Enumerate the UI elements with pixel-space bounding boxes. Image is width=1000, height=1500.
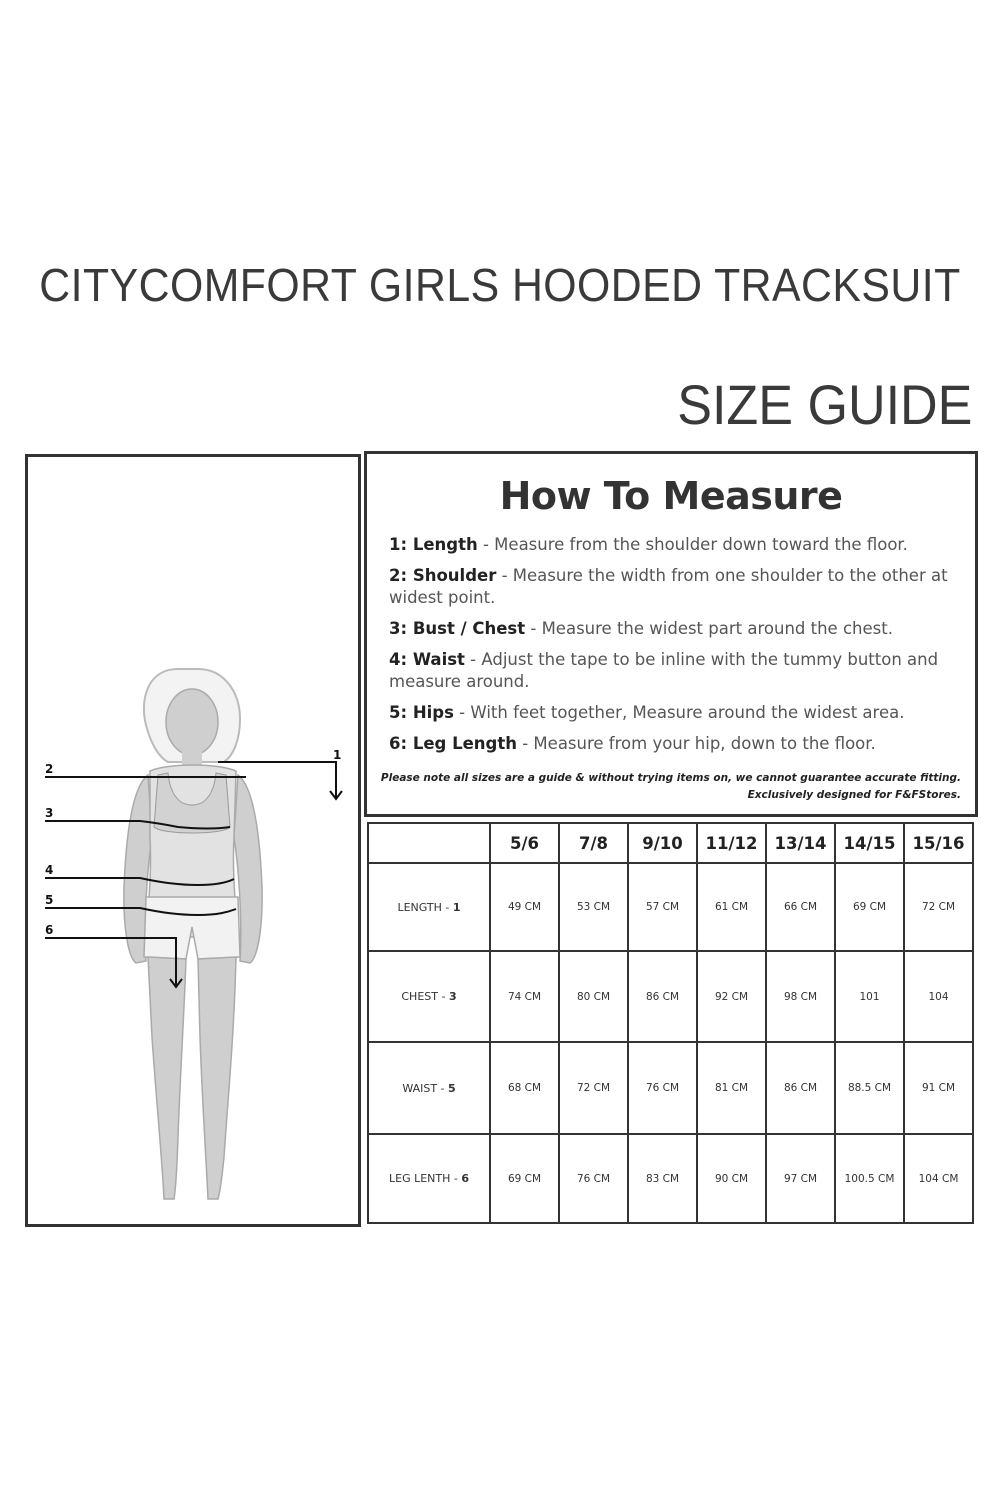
- disclaimer-line-2: Exclusively designed for F&FStores.: [747, 789, 961, 801]
- size-col-header: 5/6: [490, 823, 559, 863]
- measure-item-key: 4: Waist: [389, 650, 465, 669]
- size-cell: 74 CM: [490, 951, 559, 1042]
- measure-item-text: - Measure from the shoulder down toward the floor.: [477, 535, 908, 554]
- disclaimer-note: [381, 770, 961, 804]
- size-cell: 76 CM: [628, 1042, 697, 1135]
- measure-item: [389, 649, 949, 693]
- size-cell: 76 CM: [559, 1134, 628, 1223]
- label-2: 2: [45, 762, 54, 776]
- label-1: 1: [333, 748, 342, 762]
- row-header: CHEST - 3: [368, 951, 490, 1042]
- measure-item-text: - With feet together, Measure around the widest area.: [453, 703, 905, 722]
- size-col-header: 9/10: [628, 823, 697, 863]
- row-number: 1: [452, 900, 461, 914]
- measurement-figure-panel: [25, 454, 361, 1227]
- table-row: [368, 863, 973, 951]
- size-cell: 80 CM: [559, 951, 628, 1042]
- size-cell: 72 CM: [904, 863, 973, 951]
- label-6: 6: [45, 923, 54, 937]
- measure-item-key: 1: Length: [389, 535, 478, 554]
- size-col-header: 11/12: [697, 823, 766, 863]
- row-number: 6: [461, 1172, 470, 1186]
- size-cell: 104: [904, 951, 973, 1042]
- size-cell: 69 CM: [835, 863, 904, 951]
- measure-item: [389, 534, 949, 556]
- row-number: 3: [448, 990, 457, 1004]
- girl-silhouette-diagram: [28, 457, 358, 1224]
- size-cell: 104 CM: [904, 1134, 973, 1223]
- measure-item-text: - Measure the widest part around the chest.: [525, 619, 893, 638]
- row-header: WAIST - 5: [368, 1042, 490, 1135]
- measure-item-key: 5: Hips: [389, 703, 454, 722]
- size-col-header: 14/15: [835, 823, 904, 863]
- label-4: 4: [45, 863, 54, 877]
- row-label: LEG LENTH: [388, 1172, 451, 1186]
- row-header: LENGTH - 1: [368, 863, 490, 951]
- corner-cell: [368, 823, 490, 863]
- left-leg: [148, 957, 186, 1199]
- measure-item: [389, 565, 949, 609]
- measure-item-text: - Adjust the tape to be inline with the tummy button and measure around.: [389, 650, 939, 691]
- how-to-measure-panel: [364, 451, 978, 817]
- measure-instructions-list: [389, 534, 949, 764]
- size-cell: 83 CM: [628, 1134, 697, 1223]
- size-cell: 88.5 CM: [835, 1042, 904, 1135]
- row-number: 5: [448, 1081, 456, 1095]
- size-cell: 92 CM: [697, 951, 766, 1042]
- page-title: CITYCOMFORT GIRLS HOODED TRACKSUIT: [39, 259, 961, 311]
- shorts-shape: [144, 897, 240, 959]
- measure-item-key: 2: Shoulder: [389, 566, 497, 585]
- row-header: LEG LENTH - 6: [368, 1134, 490, 1223]
- row-label: CHEST: [401, 990, 438, 1004]
- size-col-header: 7/8: [559, 823, 628, 863]
- size-cell: 69 CM: [490, 1134, 559, 1223]
- size-cell: 68 CM: [490, 1042, 559, 1135]
- size-chart-table: [367, 822, 974, 1224]
- size-cell: 98 CM: [766, 951, 835, 1042]
- size-cell: 66 CM: [766, 863, 835, 951]
- label-3: 3: [45, 806, 54, 820]
- row-label: LENGTH: [397, 900, 442, 914]
- size-cell: 86 CM: [766, 1042, 835, 1135]
- disclaimer-line-1: Please note all sizes are a guide & without trying items on, we cannot guarantee accurate fitting.: [380, 772, 961, 784]
- size-cell: 97 CM: [766, 1134, 835, 1223]
- size-cell: 53 CM: [559, 863, 628, 951]
- measure-item-text: - Measure from your hip, down to the floor.: [516, 734, 876, 753]
- size-cell: 86 CM: [628, 951, 697, 1042]
- table-row: [368, 1134, 973, 1223]
- label-5: 5: [45, 893, 54, 907]
- size-cell: 72 CM: [559, 1042, 628, 1135]
- measure-item-key: 6: Leg Length: [389, 734, 517, 753]
- page-subtitle: SIZE GUIDE: [676, 373, 972, 436]
- measure-item-key: 3: Bust / Chest: [389, 619, 526, 638]
- size-cell: 90 CM: [697, 1134, 766, 1223]
- size-cell: 81 CM: [697, 1042, 766, 1135]
- size-col-header: 15/16: [904, 823, 973, 863]
- head-shape: [166, 689, 218, 755]
- table-row: [368, 1042, 973, 1135]
- measure-item: [389, 618, 949, 640]
- size-cell: 100.5 CM: [835, 1134, 904, 1223]
- how-to-measure-title: How To Measure: [499, 474, 843, 518]
- size-cell: 101: [835, 951, 904, 1042]
- right-leg: [198, 957, 236, 1199]
- table-row: [368, 951, 973, 1042]
- size-header-row: [368, 823, 973, 863]
- measure-item: [389, 702, 949, 724]
- size-cell: 91 CM: [904, 1042, 973, 1135]
- size-cell: 61 CM: [697, 863, 766, 951]
- measure-item-text: - Measure the width from one shoulder to the other at widest point.: [389, 566, 948, 607]
- size-cell: 49 CM: [490, 863, 559, 951]
- size-col-header: 13/14: [766, 823, 835, 863]
- row-label: WAIST: [402, 1081, 438, 1095]
- size-cell: 57 CM: [628, 863, 697, 951]
- measure-item: [389, 733, 949, 755]
